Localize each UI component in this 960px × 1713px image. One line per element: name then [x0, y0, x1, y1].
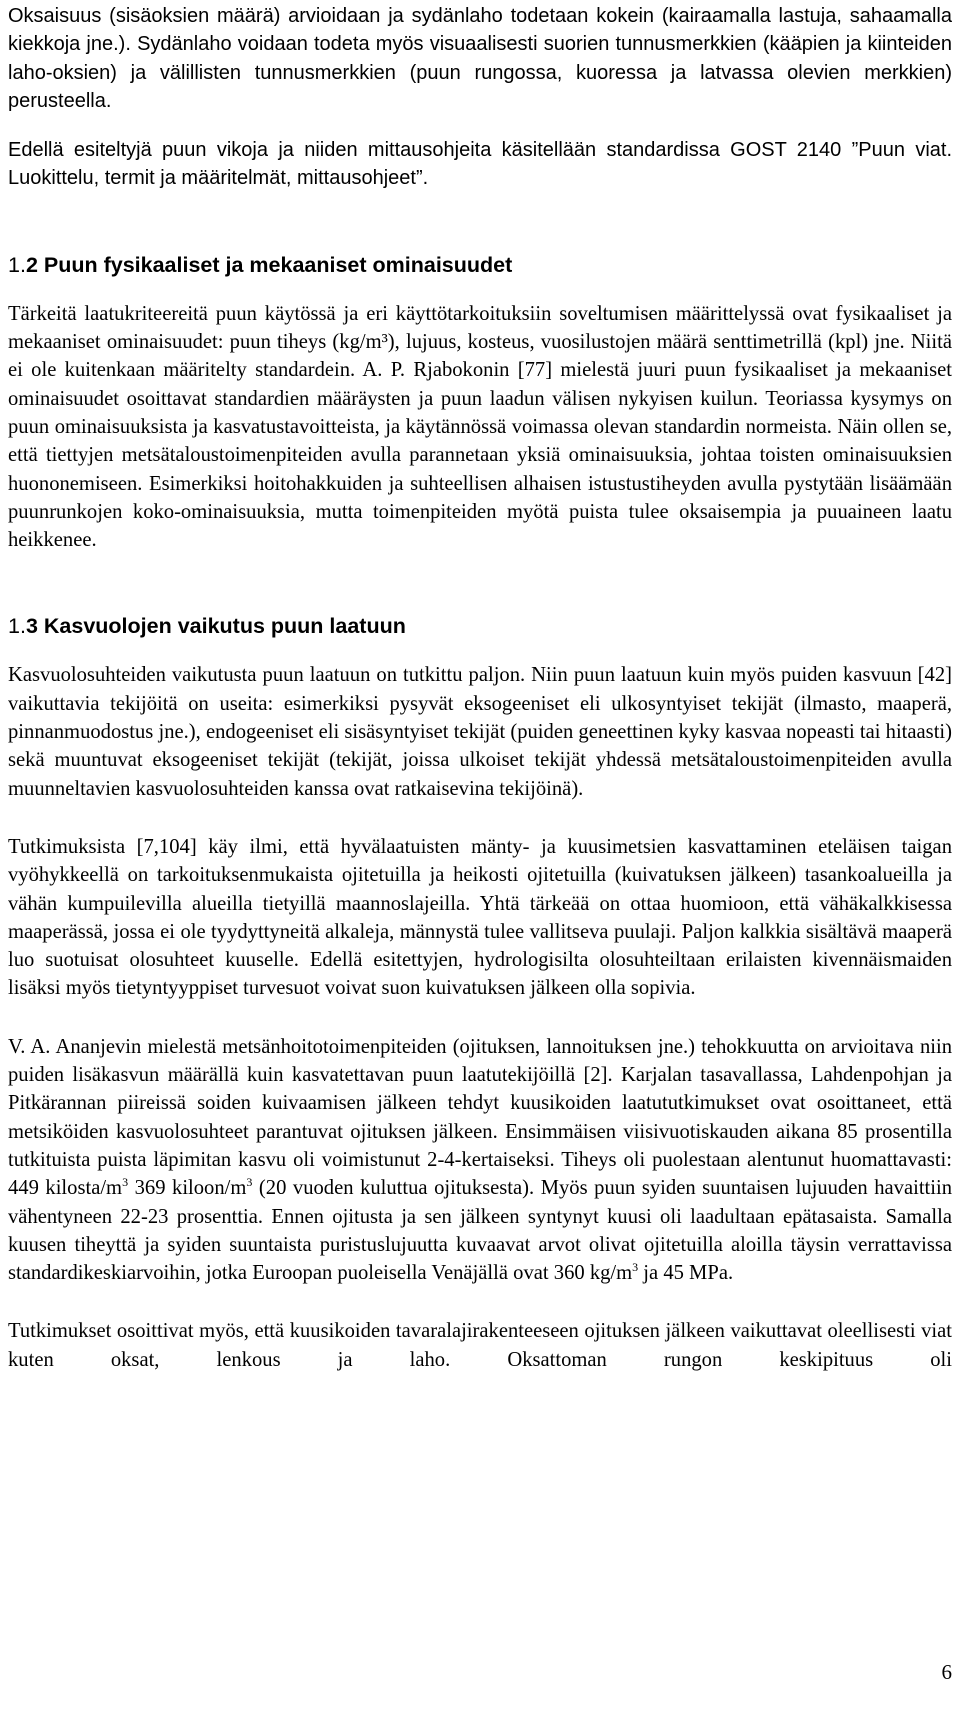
section-number-tail: 2	[25, 252, 38, 277]
section-number-tail: 3	[25, 614, 38, 639]
text-run: V. A. Ananjevin mielestä metsänhoitotoimenpiteiden (ojituksen, lannoituksen jne.) tehokkuutta on arvioitava niin puiden lisäkasvun määrällä kuin kasvatettavan puun laatutekijöillä [2]. Karjalan tasavallassa, Lahdenpohjan ja Pitkärannan piireissä soiden kuivaamisen jälkeen tehdyt kuusikoiden laatututkimukset ovat osoittaneet, että metsiköiden kasvuolosuhteet parantuvat ojituksen jälkeen. Ensimmäisen viisivuotiskauden aikana 85 prosentilla tutkituista puista läpimitan kasvu oli voimistunut 2-4-kertaiseksi. Tiheys oli puolestaan alentunut huomattavasti: 449 kilosta/m	[8, 1035, 952, 1200]
section-number: 1.	[8, 614, 26, 639]
paragraph-knots-heartrot: Oksaisuus (sisäoksien määrä) arvioidaan ja sydänlaho todetaan kokein (kairaamalla lastuja, sahaamalla kiekkoja jne.). Sydänlaho voidaan todeta myös visuaalisesti suorien tunnusmerkkien (kääpien ja kiinteiden laho-oksien) ja välillisten tunnusmerkkien (puun rungossa, kuoressa ja latvassa olevien merkkien) perusteella.	[8, 5, 952, 112]
section-title: Kasvuolojen vaikutus puun laatuun	[37, 614, 406, 639]
text-run: 369 kiloon/m	[128, 1177, 247, 1200]
superscript: 3	[246, 1175, 253, 1190]
paragraph-physical-properties: Tärkeitä laatukriteereitä puun käytössä ja eri käyttötarkoituksiin soveltumisen määrittelyssä ovat fysikaaliset ja mekaaniset ominaisuudet: puun tiheys (kg/m³), lujuus, kosteus, vuosilustojen määrä senttimetrillä (kpl) jne. Niitä ei ole kuitenkaan määritelty standardein. A. P. Rjabokonin [77] mielestä juuri puun fysikaaliset ja mekaaniset ominaisuudet osoittavat standardien määräysten ja puun laadun välisen nykyisen kuilun. Teoriassa kysymys on puun ominaisuuksista ja kasvatustavoitteista, ja käytännössä voimassa olevan standardin normeista. Näin ollen se, että tiettyjen metsätaloustoimenpiteiden avulla parannetaan yksiä ominaisuuksia, johtaa toisten ominaisuuksien huononemiseen. Esimerkiksi hoitohakkuiden ja suhteellisen alhaisen istustustiheyden avulla pystytään lisäämään puunrunkojen koko-ominaisuuksia, mutta toimenpiteiden myötä puista tulee oksaisempia ja puuaineen laatu heikkenee.	[8, 302, 952, 552]
section-heading-1-3	[8, 612, 952, 640]
superscript: 3	[632, 1260, 639, 1275]
text-run: (20 vuoden kuluttua ojituksesta). Myös puun syiden suuntaisen lujuuden havaittiin vähentyneen 22-23 prosenttia. Ennen ojitusta ja sen jälkeen syntynyt kuusi oli laadultaan epätasaista. Samalla kuusen tiheyttä ja syiden suuntaista puristuslujuutta kuvaavat arvot olivat ojitetuilla aloilla täysin verrattavissa standardikeskiarvoihin, jotka Euroopan puoleisella Venäjällä ovat 360 kg/m	[8, 1177, 953, 1285]
page-number: 6	[941, 1660, 952, 1684]
text-run: ja 45 MPa.	[638, 1262, 734, 1285]
paragraph-gost-reference: Edellä esiteltyjä puun vikoja ja niiden mittausohjeita käsitellään standardissa GOST 2140 ”Puun viat. Luokittelu, termit ja määritelmät, mittausohjeet”.	[8, 139, 952, 190]
paragraph-spruce-structure: Tutkimukset osoittivat myös, että kuusikoiden tavaralajirakenteeseen ojituksen jälkeen vaikuttavat oleellisesti viat kuten oksat, lenkous ja laho. Oksattoman rungon keskipituus oli	[8, 1320, 952, 1371]
section-number: 1.	[8, 252, 26, 277]
paragraph-ananjev	[8, 1033, 952, 1288]
section-heading-1-2	[8, 251, 952, 279]
paragraph-studies-taiga: Tutkimuksista [7,104] käy ilmi, että hyvälaatuisten mänty- ja kuusimetsien kasvattaminen eteläisen taigan vyöhykkeellä on tarkoituksenmukaista ojitetuilla ja heikosti ojitetuilla (kuivatuksen jälkeen) tasankoalueilla ja vähän kumpuilevilla alueilla tietyillä maannoslajeilla. Yhtä tärkeää on ottaa huomioon, että vähäkalkkisessa maaperässä, jossa ei ole tyydyttyneitä alkaleja, männystä tulee vallitseva puulaji. Paljon kalkkia sisältävä maaperä luo suotuisat olosuhteet kuuselle. Edellä esitettyjen, hydrologisilta olosuhteiltaan erilaisten kivennäismaiden lisäksi myös tietyntyyppiset turvesuot voivat suon kuivatuksen jälkeen olla sopivia.	[8, 835, 952, 1000]
paragraph-growth-conditions: Kasvuolosuhteiden vaikutusta puun laatuun on tutkittu paljon. Niin puun laatuun kuin myös puiden kasvuun [42] vaikuttavia tekijöitä on useita: esimerkiksi pysyvät eksogeeniset eli ulkosyntyiset tekijät (ilmasto, maaperä, pinnanmuodostus jne.), endogeeniset eli sisäsyntyiset tekijät (puiden geneettinen kyky kasvaa nopeasti tai hitaasti) sekä muuntuvat eksogeeniset tekijät (tekijät, joissa ulkoiset tekijät yhdessä metsätaloustoimenpiteiden avulla muunneltavien kasvuolosuhteiden kanssa ovat ratkaisevina tekijöinä).	[8, 664, 952, 800]
superscript: 3	[122, 1175, 129, 1190]
section-title: Puun fysikaaliset ja mekaaniset ominaisuudet	[37, 252, 513, 277]
